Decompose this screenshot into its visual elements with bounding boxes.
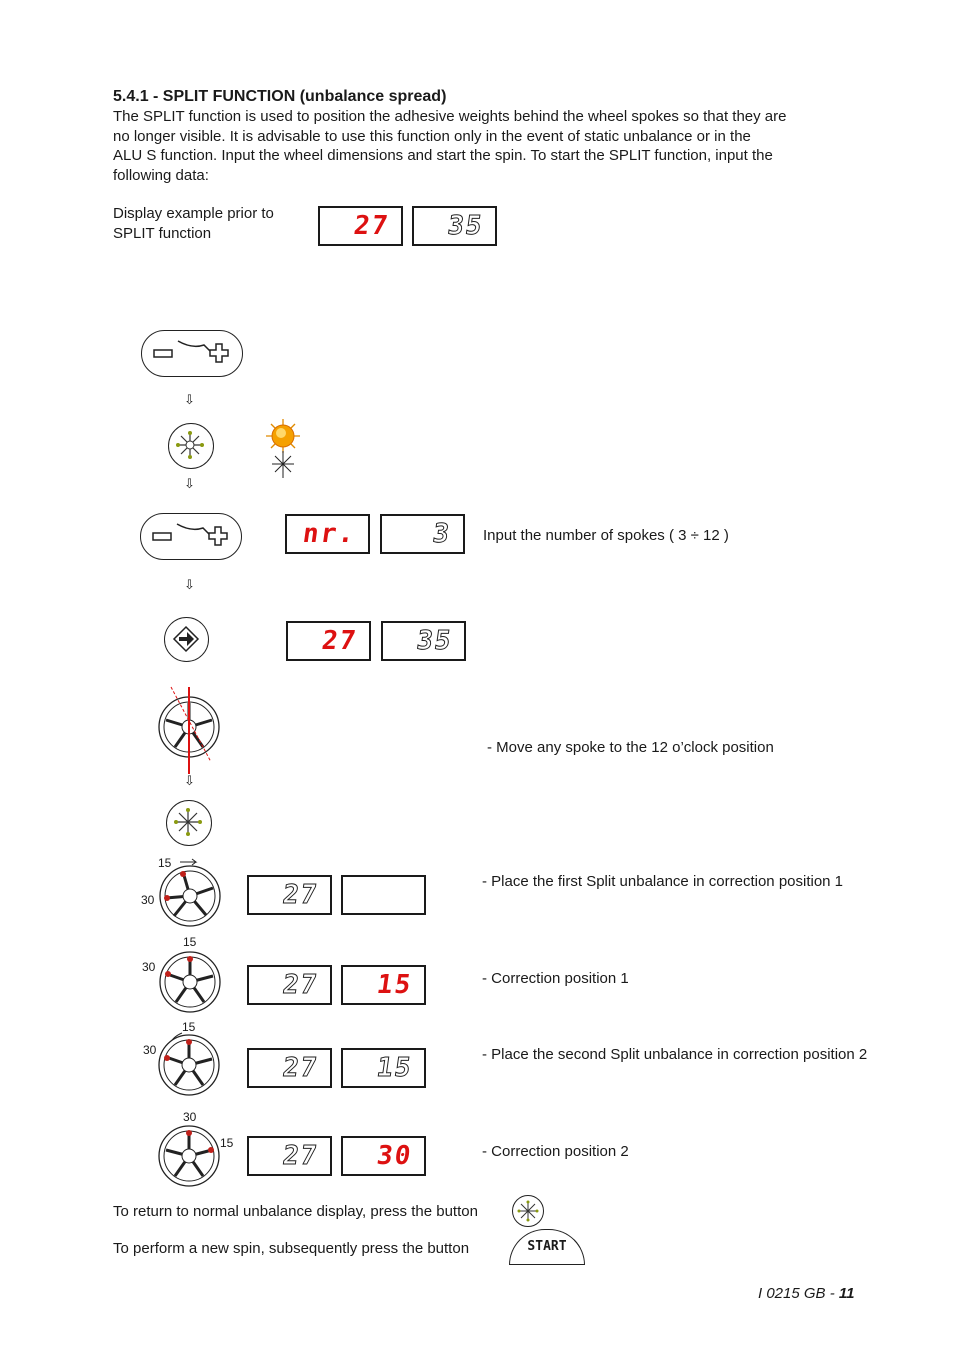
angle-label: 15 <box>158 856 172 870</box>
display-left: nr. <box>285 514 370 554</box>
display-left: 27 <box>247 1136 332 1176</box>
display-right: 3 <box>380 514 465 554</box>
pos1-instruction: - Correction position 1 <box>482 970 629 987</box>
angle-label: 15 <box>220 1136 234 1150</box>
intro-line: following data: <box>113 166 209 184</box>
snowflake-icon <box>169 424 212 467</box>
page-footer: I 0215 GB - 11 <box>758 1285 855 1302</box>
move-spoke-instruction: - Move any spoke to the 12 o’clock position <box>487 739 774 756</box>
down-arrow-icon: ⇩ <box>184 773 195 788</box>
pos1-place-instruction: - Place the first Split unbalance in correction position 1 <box>482 873 844 890</box>
minus-plus-icon <box>141 514 241 559</box>
document-code: I 0215 GB <box>758 1285 826 1302</box>
display-left: 27 <box>247 965 332 1005</box>
wheel-spoke-12-oclock-icon <box>155 684 225 776</box>
display-right: 15 <box>341 1048 426 1088</box>
wheel-position-icon <box>156 858 224 930</box>
wheel-position-icon <box>156 948 224 1016</box>
snowflake-icon <box>167 801 210 844</box>
minus-plus-button[interactable] <box>140 513 242 560</box>
snowflake-icon <box>513 1196 543 1226</box>
display-left: 27 <box>247 875 332 915</box>
angle-label: 15 <box>183 935 197 949</box>
enter-icon <box>165 618 207 660</box>
pos2-instruction: - Correction position 2 <box>482 1143 629 1160</box>
down-arrow-icon: ⇩ <box>184 392 195 407</box>
pos2-place-instruction: - Place the second Split unbalance in correction position 2 <box>482 1046 868 1063</box>
display-right <box>341 875 426 915</box>
angle-label: 15 <box>182 1020 196 1034</box>
intro-line: no longer visible. It is advisable to use this function only in the event of static unbalance or in the <box>113 127 751 145</box>
intro-line: ALU S function. Input the wheel dimensions and start the spin. To start the SPLIT function, input the <box>113 147 773 164</box>
section-heading: 5.4.1 - SPLIT FUNCTION (unbalance spread) <box>113 88 447 105</box>
intro-line: The SPLIT function is used to position the adhesive weights behind the wheel spokes so that they are <box>113 108 787 125</box>
minus-plus-icon <box>142 331 242 376</box>
split-button[interactable] <box>166 800 212 846</box>
split-button[interactable] <box>512 1195 544 1227</box>
minus-plus-button[interactable] <box>141 330 243 377</box>
angle-label: 30 <box>143 1043 157 1057</box>
display-left: 27 <box>318 206 403 246</box>
angle-label: 30 <box>183 1110 197 1124</box>
enter-button[interactable] <box>164 617 209 662</box>
spokes-instruction: Input the number of spokes ( 3 ÷ 12 ) <box>483 527 729 544</box>
wheel-position-icon <box>155 1122 223 1190</box>
display-right: 35 <box>412 206 497 246</box>
return-instruction: To return to normal unbalance display, press the button <box>113 1203 478 1220</box>
display-right: 30 <box>341 1136 426 1176</box>
split-button[interactable] <box>168 423 214 469</box>
display-right: 35 <box>381 621 466 661</box>
angle-label: 30 <box>142 960 156 974</box>
angle-label: 30 <box>141 893 155 907</box>
intro-paragraph <box>113 107 873 185</box>
start-button[interactable]: START <box>509 1229 585 1265</box>
display-left: 27 <box>247 1048 332 1088</box>
wheel-position-icon <box>154 1027 224 1097</box>
new-spin-instruction: To perform a new spin, subsequently press the button <box>113 1240 470 1257</box>
display-left: 27 <box>286 621 371 661</box>
sun-indicator-icon <box>260 418 306 480</box>
down-arrow-icon: ⇩ <box>184 577 195 592</box>
page-number: 11 <box>838 1285 855 1302</box>
display-right: 15 <box>341 965 426 1005</box>
display-example-label: Display example prior to SPLIT function <box>113 205 274 242</box>
down-arrow-icon: ⇩ <box>184 476 195 491</box>
